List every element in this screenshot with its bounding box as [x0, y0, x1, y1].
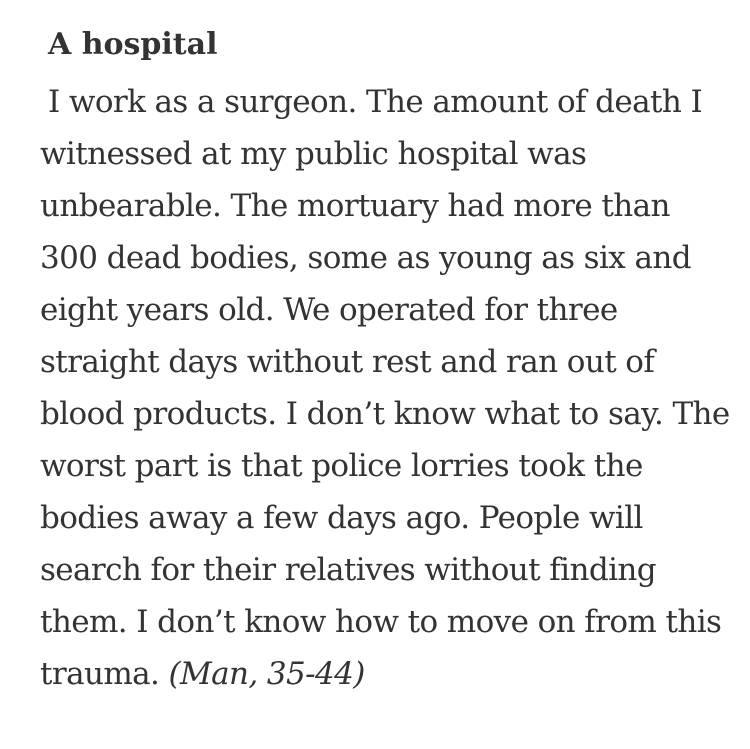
testimony-attribution: (Man, 35-44) [168, 656, 365, 692]
article [40, 22, 730, 700]
testimony-text: I work as a surgeon. The amount of death I witnessed at my public hospital was unbearable. The mortuary had more than 300 dead bodies, some as young as six and eight years old. We operated for three straight days without rest and ran out of blood products. I don’t know what to say. The worst part is that police lorries took the bodies away a few days ago. People will search for their relatives without finding them. I don’t know how to move on from this trauma. [40, 84, 730, 692]
testimony-paragraph [40, 76, 730, 700]
section-heading: A hospital [48, 27, 218, 62]
